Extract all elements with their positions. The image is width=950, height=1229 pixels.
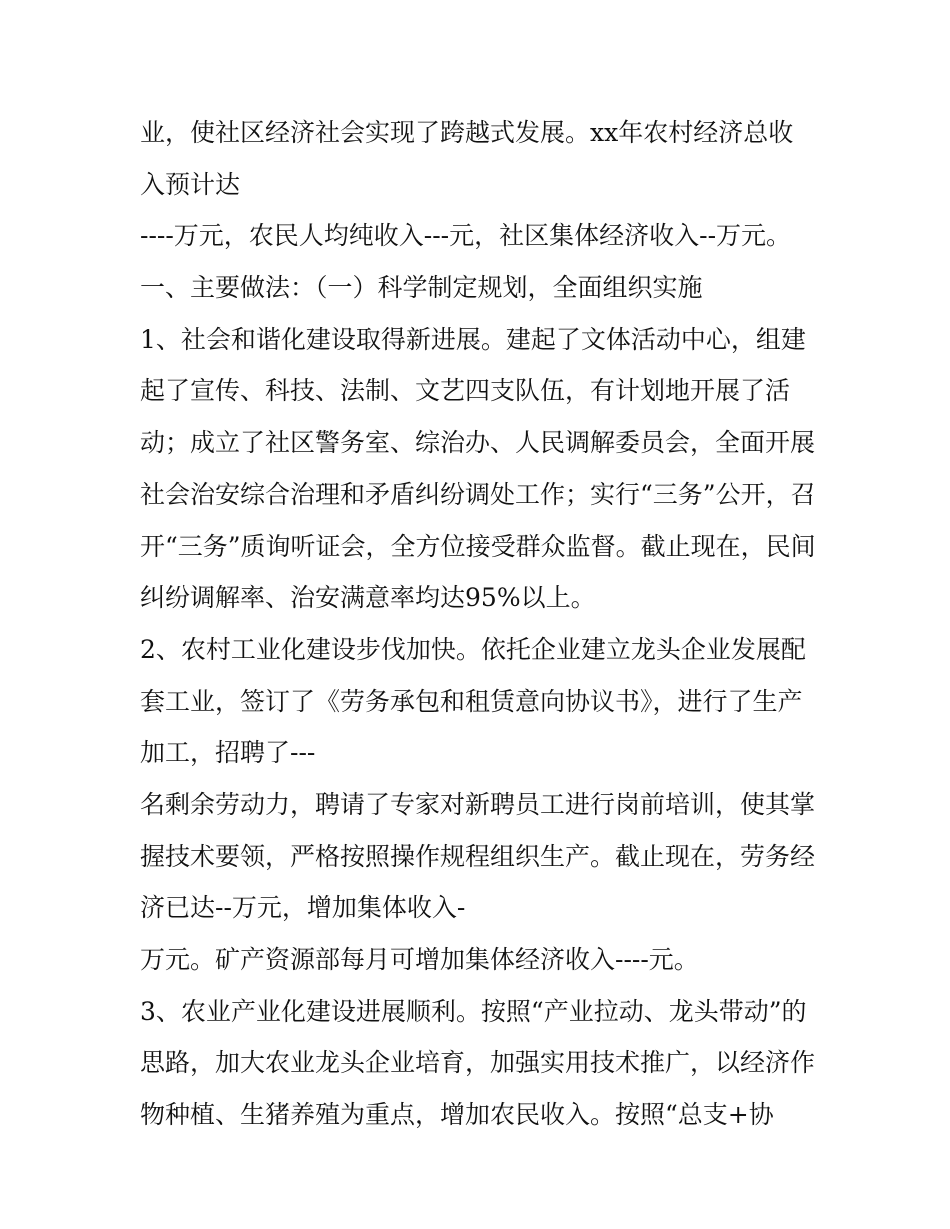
text-line: 业，使社区经济社会实现了跨越式发展。xx年农村经济总收	[140, 118, 794, 147]
text-line: ----万元，农民人均纯收入---元，社区集体经济收入--万元。	[140, 221, 792, 251]
section-heading: 一、主要做法：（一）科学制定规划，全面组织实施	[140, 273, 703, 303]
text-line: 起了宣传、科技、法制、文艺四支队伍，有计划地开展了活	[140, 376, 791, 406]
text-line: 1、社会和谐化建设取得新进展。建起了文体活动中心，组建	[140, 324, 806, 354]
text-line: 动；成立了社区警务室、综治办、人民调解委员会，全面开展	[140, 428, 816, 458]
body-text	[140, 107, 820, 1141]
text-line: 入预计达	[140, 169, 241, 199]
text-line: 开“三务”质询听证会，全方位接受群众监督。截止现在，民间	[140, 531, 816, 561]
text-line: 物种植、生猪养殖为重点，增加农民收入。按照“总支+协	[140, 1100, 774, 1130]
text-line: 纠纷调解率、治安满意率均达95%以上。	[140, 583, 596, 613]
text-line: 加工，招聘了---	[140, 738, 316, 768]
text-line: 万元。矿产资源部每月可增加集体经济收入----元。	[140, 945, 699, 974]
text-line: 思路，加大农业龙头企业培育，加强实用技术推广，以经济作	[140, 1048, 816, 1078]
text-line: 名剩余劳动力，聘请了专家对新聘员工进行岗前培训，使其掌	[140, 789, 816, 819]
text-line: 济已达--万元，增加集体收入-	[140, 893, 466, 923]
text-line: 套工业，签订了《劳务承包和租赁意向协议书》，进行了生产	[140, 686, 803, 716]
text-line: 3、农业产业化建设进展顺利。按照“产业拉动、龙头带动”的	[140, 996, 807, 1026]
text-line: 社会治安综合治理和矛盾纠纷调处工作；实行“三务”公开，召	[140, 479, 816, 509]
text-line: 2、农村工业化建设步伐加快。依托企业建立龙头企业发展配	[140, 634, 806, 664]
text-line: 握技术要领，严格按照操作规程组织生产。截止现在，劳务经	[140, 841, 816, 871]
